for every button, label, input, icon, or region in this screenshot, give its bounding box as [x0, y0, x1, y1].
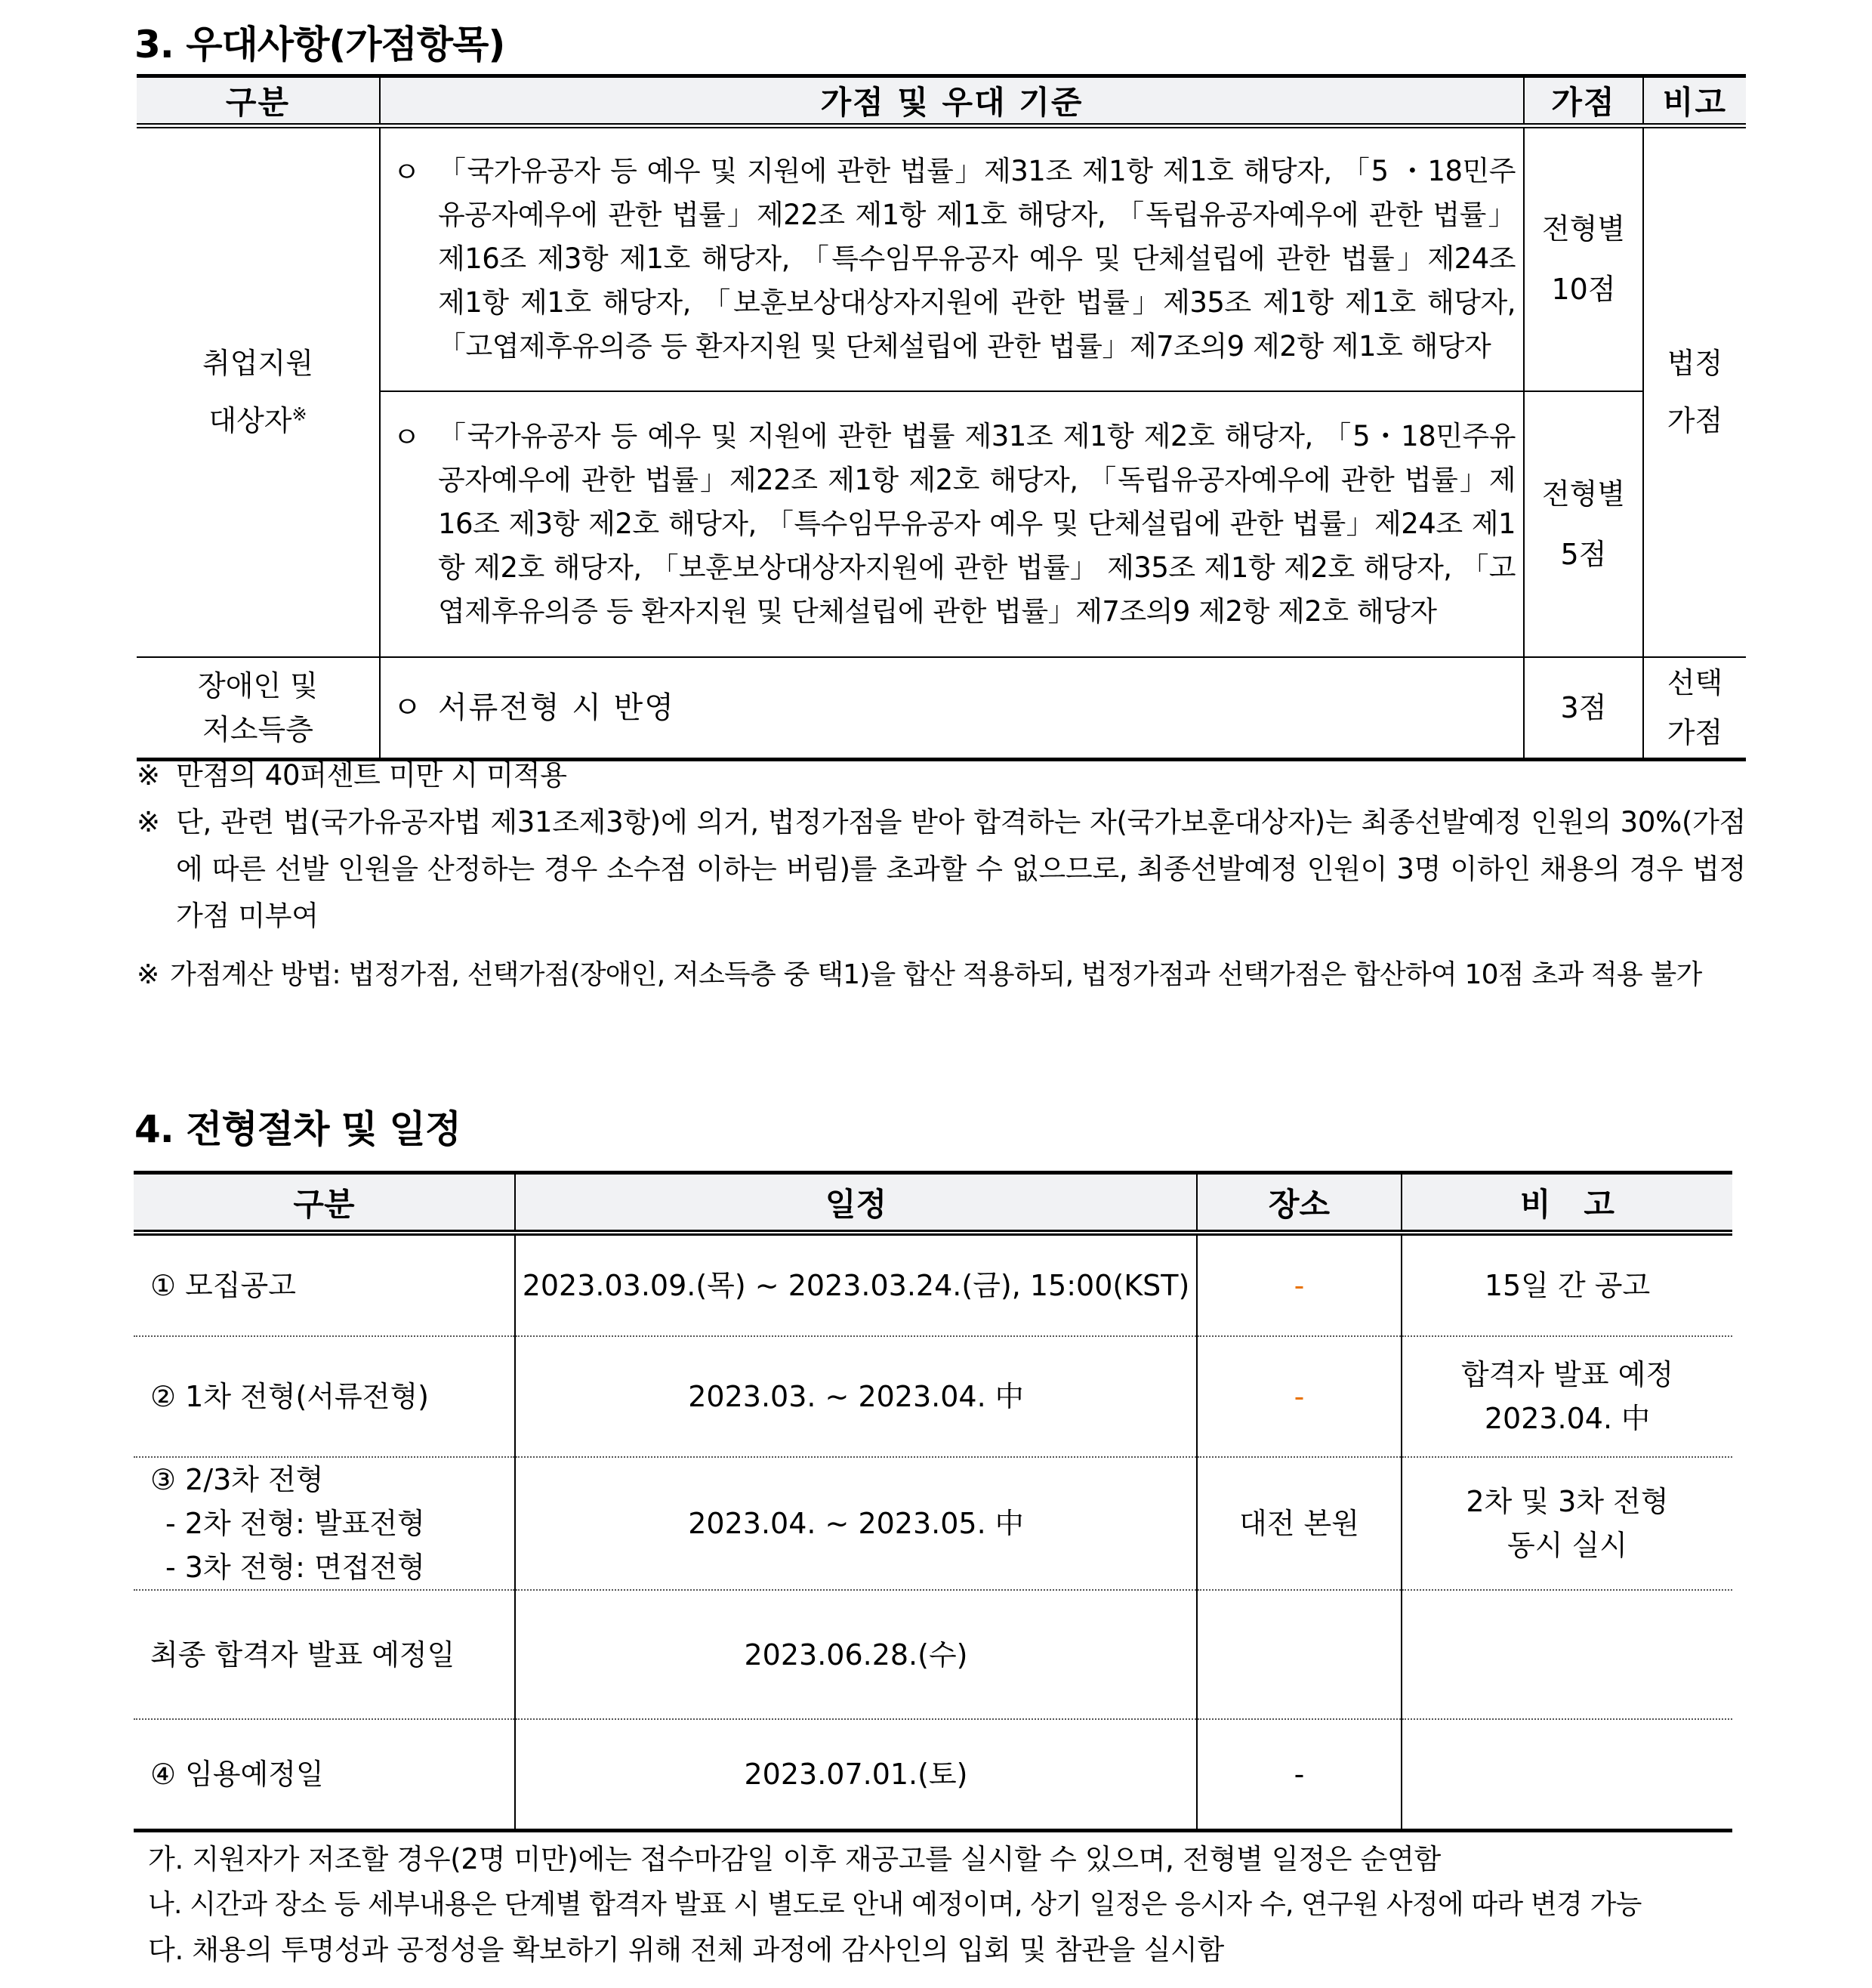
place-cell: -	[1197, 1233, 1402, 1336]
employment-category-line1: 취업지원	[202, 347, 313, 381]
employment-criteria-1	[380, 126, 1524, 391]
note-3	[137, 952, 1746, 999]
remark-line2: 가점	[1667, 715, 1723, 749]
preference-table	[137, 74, 1746, 761]
header-place: 장소	[1197, 1173, 1402, 1233]
place-cell: -	[1197, 1336, 1402, 1457]
schedule-row	[134, 1336, 1732, 1457]
step-sub-2: - 3차 전형: 면접전형	[165, 1551, 425, 1584]
step-cell: 최종 합격자 발표 예정일	[134, 1590, 515, 1719]
remark-line2: 가점	[1667, 404, 1723, 438]
employment-category-cell	[137, 126, 380, 657]
criteria-text: 「국가유공자 등 예우 및 지원에 관한 법률」제31조 제1항 제1호 해당자, 「5 ・18민주유공자예우에 관한 법률」제22조 제1항 제1호 해당자, 「독립유공자예우에 관한 법률」제16조 제3항 제1호 해당자, 「특수임무유공자 예우 및 단체설립에 관한 법률」제24조 제1항 제1호 해당자, 「보훈보상대상자지원에 관한 법률」제35조 제1항 제1호 해당자, 「고엽제후유의증 등 환자지원 및 단체설립에 관한 법률」제7조의9 제2항 제1호 해당자	[438, 155, 1516, 363]
points-line1: 전형별	[1541, 212, 1626, 246]
disabled-row	[137, 657, 1746, 760]
preference-header-row	[137, 76, 1746, 126]
schedule-row	[134, 1457, 1732, 1590]
remark-line1: 2차 및 3차 전형	[1466, 1485, 1669, 1518]
schedule-cell: 2023.03. ~ 2023.04. 中	[515, 1336, 1197, 1457]
bullet: ㅇ	[393, 690, 422, 725]
note-1	[137, 752, 1746, 799]
points-line1: 전형별	[1541, 477, 1626, 511]
schedule-note-2: 나. 시간과 장소 등 세부내용은 단계별 합격자 발표 시 별도로 안내 예정이며, 상기 일정은 응시자 수, 연구원 사정에 따라 변경 가능	[148, 1889, 1642, 1920]
employment-points-1	[1524, 126, 1643, 391]
section-4-title: 4. 전형절차 및 일정	[134, 1107, 461, 1151]
disabled-remark-cell	[1643, 657, 1746, 760]
schedule-cell: 2023.07.01.(토)	[515, 1719, 1197, 1830]
note-mark: ※	[137, 806, 160, 838]
note-mark: ※	[137, 959, 159, 990]
schedule-note-3: 다. 채용의 투명성과 공정성을 확보하기 위해 전체 과정에 감사인의 입회 및 참관을 실시함	[148, 1934, 1224, 1966]
employment-points-2	[1524, 391, 1643, 657]
employment-criteria-2	[380, 391, 1524, 657]
remark-line2: 2023.04. 中	[1484, 1402, 1651, 1435]
schedule-table	[134, 1171, 1732, 1832]
schedule-row	[134, 1233, 1732, 1336]
remark-line1: 선택	[1667, 665, 1723, 699]
points-line2: 5점	[1560, 537, 1607, 571]
disabled-category-line2: 저소득층	[202, 712, 313, 746]
header-remark: 비고	[1643, 76, 1746, 126]
section-3-title: 3. 우대사항(가점항목)	[134, 23, 505, 66]
remark-line2: 동시 실시	[1507, 1529, 1627, 1562]
schedule-cell: 2023.03.09.(목) ~ 2023.03.24.(금), 15:00(KST)	[515, 1233, 1197, 1336]
remark-cell	[1402, 1233, 1732, 1336]
employment-row-1	[137, 126, 1746, 391]
place-cell: 대전 본원	[1197, 1457, 1402, 1590]
step-sub-1: - 2차 전형: 발표전형	[165, 1507, 425, 1540]
criteria-text: 「국가유공자 등 예우 및 지원에 관한 법률 제31조 제1항 제2호 해당자, 「5・18민주유공자예우에 관한 법률」제22조 제1항 제2호 해당자, 「독립유공자예우에 관한 법률」제16조 제3항 제2호 해당자, 「특수임무유공자 예우 및 단체설립에 관한 법률」제24조 제1항 제2호 해당자, 「보훈보상대상자지원에 관한 법률」 제35조 제1항 제2호 해당자, 「고엽제후유의증 등 환자지원 및 단체설립에 관한 법률」제7조의9 제2항 제2호 해당자	[438, 419, 1516, 628]
header-points: 가점	[1524, 76, 1643, 126]
note-text: 가점계산 방법: 법정가점, 선택가점(장애인, 저소득층 중 택1)을 합산 적용하되, 법정가점과 선택가점은 합산하여 10점 초과 적용 불가	[170, 959, 1702, 990]
header-criteria: 가점 및 우대 기준	[380, 76, 1524, 126]
bullet: ㅇ	[393, 420, 421, 454]
step-cell: ① 모집공고	[134, 1233, 515, 1336]
note-text: 만점의 40퍼센트 미만 시 미적용	[176, 759, 567, 792]
disabled-category-cell	[137, 657, 380, 760]
remark-line1: 15일 간 공고	[1484, 1269, 1651, 1302]
place-cell: -	[1197, 1719, 1402, 1830]
remark-line1: 법정	[1667, 347, 1723, 381]
remark-cell	[1402, 1590, 1732, 1719]
remark-line1: 합격자 발표 예정	[1460, 1358, 1674, 1391]
employment-remark-cell	[1643, 126, 1746, 657]
header-remark: 비 고	[1402, 1173, 1732, 1233]
employment-category-mark: ※	[291, 403, 307, 425]
remark-cell	[1402, 1336, 1732, 1457]
step-cell	[134, 1457, 515, 1590]
criteria-text: 서류전형 시 반영	[438, 690, 675, 725]
note-2	[137, 799, 1746, 940]
disabled-criteria	[380, 657, 1524, 760]
place-cell	[1197, 1590, 1402, 1719]
bullet: ㅇ	[393, 156, 421, 190]
disabled-points: 3점	[1524, 657, 1643, 760]
disabled-category-line1: 장애인 및	[198, 668, 318, 702]
schedule-note-1: 가. 지원자가 저조할 경우(2명 미만)에는 접수마감일 이후 재공고를 실시할 수 있으며, 전형별 일정은 순연함	[148, 1843, 1441, 1875]
step-cell: ④ 임용예정일	[134, 1719, 515, 1830]
step-main: ③ 2/3차 전형	[150, 1463, 324, 1496]
schedule-cell: 2023.06.28.(수)	[515, 1590, 1197, 1719]
remark-cell	[1402, 1457, 1732, 1590]
schedule-header-row	[134, 1173, 1732, 1233]
schedule-cell: 2023.04. ~ 2023.05. 中	[515, 1457, 1197, 1590]
step-cell: ② 1차 전형(서류전형)	[134, 1336, 515, 1457]
remark-cell	[1402, 1719, 1732, 1830]
header-step: 구분	[134, 1173, 515, 1233]
header-schedule: 일정	[515, 1173, 1197, 1233]
note-mark: ※	[137, 759, 160, 792]
header-category: 구분	[137, 76, 380, 126]
points-line2: 10점	[1551, 273, 1616, 307]
employment-category-line2: 대상자	[208, 404, 292, 438]
note-text: 단, 관련 법(국가유공자법 제31조제3항)에 의거, 법정가점을 받아 합격하는 자(국가보훈대상자)는 최종선발예정 인원의 30%(가점에 따른 선발 인원을 산정하는 경우 소수점 이하는 버림)를 초과할 수 없으므로, 최종선발예정 인원이 3명 이하인 채용의 경우 법정가점 미부여	[176, 806, 1746, 932]
schedule-row	[134, 1719, 1732, 1830]
schedule-row	[134, 1590, 1732, 1719]
